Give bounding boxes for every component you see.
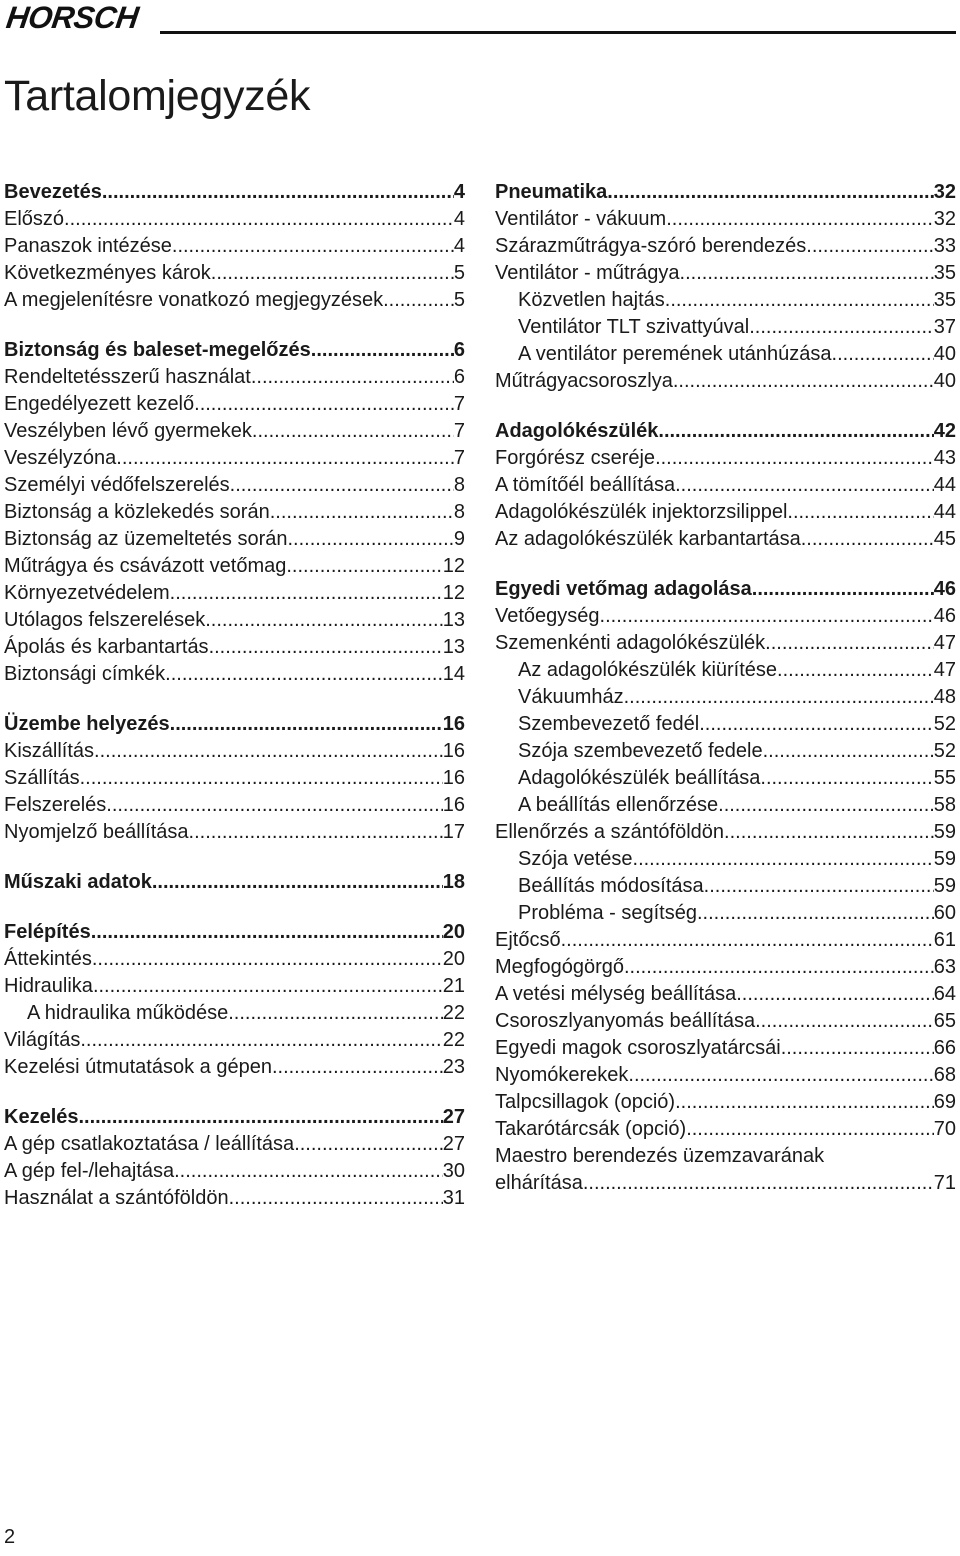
toc-entry[interactable] — [495, 1008, 956, 1035]
toc-entry[interactable] — [4, 1027, 465, 1054]
toc-entry-title: Kezelés — [4, 1106, 79, 1128]
toc-entry[interactable] — [495, 1035, 956, 1062]
toc-dot-leader — [561, 927, 934, 954]
toc-entry[interactable] — [4, 1131, 465, 1158]
toc-entry-page: 64 — [933, 983, 956, 1005]
toc-entry[interactable] — [495, 630, 956, 657]
toc-dot-leader — [170, 580, 443, 607]
toc-entry-title: Ventilátor TLT szivattyúval — [518, 316, 750, 338]
toc-entry[interactable] — [4, 499, 465, 526]
toc-entry-page: 59 — [933, 821, 956, 843]
toc-section-heading[interactable] — [4, 337, 465, 364]
header-rule — [160, 31, 956, 34]
toc-dot-leader — [294, 1131, 443, 1158]
toc-entry-title: Maestro berendezés üzemzavarának — [495, 1145, 825, 1167]
toc-entry[interactable] — [4, 607, 465, 634]
toc-entry[interactable] — [4, 661, 465, 688]
toc-entry[interactable] — [4, 973, 465, 1000]
toc-entry-page: 4 — [453, 208, 465, 230]
toc-entry-page: 37 — [933, 316, 956, 338]
toc-entry-title: Pneumatika — [495, 181, 608, 203]
toc-entry-page: 69 — [933, 1091, 956, 1113]
toc-dot-leader — [80, 1027, 442, 1054]
toc-entry-page: 16 — [442, 740, 465, 762]
toc-entry-page: 27 — [442, 1106, 465, 1128]
toc-dot-leader — [655, 445, 934, 472]
toc-entry-title: Előszó — [4, 208, 65, 230]
toc-entry-title: Csoroszlyanyomás beállítása — [495, 1010, 756, 1032]
toc-entry-page: 40 — [933, 343, 956, 365]
toc-entry-page: 12 — [442, 582, 465, 604]
toc-entry[interactable] — [495, 1062, 956, 1089]
toc-entry-title: Vákuumház — [518, 686, 624, 708]
toc-dot-leader — [704, 873, 934, 900]
toc-entry-title: Talpcsillagok (opció) — [495, 1091, 676, 1113]
toc-dot-leader — [718, 792, 934, 819]
toc-section-heading[interactable] — [4, 179, 465, 206]
toc-entry[interactable] — [495, 873, 956, 900]
toc-dot-leader — [102, 179, 454, 206]
toc-entry[interactable] — [495, 927, 956, 954]
toc-entry[interactable] — [495, 1116, 956, 1143]
toc-entry-page: 30 — [442, 1160, 465, 1182]
toc-entry-page: 16 — [442, 767, 465, 789]
toc-entry-page: 43 — [933, 447, 956, 469]
toc-entry-title: Biztonság és baleset-megelőzés — [4, 339, 311, 361]
toc-dot-leader — [91, 919, 443, 946]
toc-entry-page: 32 — [933, 181, 956, 203]
toc-entry[interactable] — [495, 341, 956, 368]
toc-dot-leader — [286, 553, 442, 580]
toc-dot-leader — [760, 765, 933, 792]
toc-entry[interactable] — [495, 954, 956, 981]
toc-entry-title: A hidraulika működése — [27, 1002, 229, 1024]
toc-dot-leader — [724, 819, 934, 846]
toc-dot-leader — [765, 630, 934, 657]
toc-entry[interactable] — [4, 946, 465, 973]
toc-dot-leader — [228, 1000, 443, 1027]
toc-entry[interactable] — [4, 364, 465, 391]
toc-entry-page: 16 — [442, 713, 465, 735]
toc-dot-leader — [686, 1116, 934, 1143]
toc-entry-page: 32 — [933, 208, 956, 230]
toc-entry[interactable] — [4, 1054, 465, 1081]
toc-entry-title: Szója szembevezető fedele — [518, 740, 763, 762]
toc-entry[interactable] — [495, 287, 956, 314]
toc-dot-leader — [251, 364, 454, 391]
toc-entry-title: Használat a szántóföldön — [4, 1187, 229, 1209]
toc-entry-page: 59 — [933, 875, 956, 897]
toc-section-heading[interactable] — [4, 1104, 465, 1131]
toc-entry-page: 12 — [442, 555, 465, 577]
toc-entry-page: 68 — [933, 1064, 956, 1086]
toc-entry-page: 35 — [933, 289, 956, 311]
toc-entry-page: 20 — [442, 921, 465, 943]
toc-entry-page: 6 — [453, 366, 465, 388]
toc-dot-leader — [230, 472, 454, 499]
toc-dot-leader — [288, 526, 454, 553]
toc-entry[interactable] — [4, 738, 465, 765]
toc-entry[interactable] — [4, 765, 465, 792]
toc-entry-page: 45 — [933, 528, 956, 550]
toc-entry-title: Utólagos felszerelések — [4, 609, 206, 631]
toc-section-heading[interactable] — [495, 576, 956, 603]
toc-entry-page: 22 — [442, 1029, 465, 1051]
toc-entry[interactable] — [495, 846, 956, 873]
toc-entry-page: 48 — [933, 686, 956, 708]
toc-entry-page: 46 — [933, 605, 956, 627]
toc-entry-page: 66 — [933, 1037, 956, 1059]
toc-entry-title: A vetési mélység beállítása — [495, 983, 737, 1005]
toc-entry-page: 27 — [442, 1133, 465, 1155]
toc-entry[interactable] — [4, 634, 465, 661]
toc-entry[interactable] — [495, 233, 956, 260]
toc-entry-title: Áttekintés — [4, 948, 92, 970]
toc-dot-leader — [152, 869, 443, 896]
toc-entry-title: Veszélyzóna — [4, 447, 117, 469]
toc-entry[interactable] — [495, 499, 956, 526]
toc-entry-title: A tömítőél beállítása — [495, 474, 676, 496]
page-number: 2 — [4, 1526, 16, 1548]
toc-entry-title: Beállítás módosítása — [518, 875, 704, 897]
toc-entry[interactable] — [495, 526, 956, 553]
toc-entry[interactable] — [495, 738, 956, 765]
page-title: Tartalomjegyzék — [4, 72, 311, 120]
toc-dot-leader — [675, 1089, 934, 1116]
toc-entry[interactable] — [4, 287, 465, 314]
toc-dot-leader — [806, 233, 933, 260]
toc-section-heading[interactable] — [495, 418, 956, 445]
toc-entry[interactable] — [4, 391, 465, 418]
toc-entry[interactable] — [495, 900, 956, 927]
toc-entry-page: 7 — [453, 393, 465, 415]
toc-dot-leader — [229, 1185, 443, 1212]
toc-entry[interactable] — [4, 1000, 465, 1027]
toc-section-heading[interactable] — [4, 711, 465, 738]
toc-entry-page: 21 — [442, 975, 465, 997]
toc-dot-leader — [736, 981, 934, 1008]
toc-section-heading[interactable] — [4, 919, 465, 946]
toc-entry[interactable] — [4, 1158, 465, 1185]
toc-entry-title: Adagolókészülék beállítása — [518, 767, 761, 789]
toc-entry-page: 7 — [453, 447, 465, 469]
toc-dot-leader — [673, 368, 934, 395]
toc-dot-leader — [583, 1170, 934, 1197]
toc-entry-page: 31 — [442, 1187, 465, 1209]
toc-dot-leader — [675, 472, 934, 499]
toc-dot-leader — [165, 661, 443, 688]
toc-entry-title: Szemenkénti adagolókészülék — [495, 632, 766, 654]
toc-entry-title: elhárítása — [495, 1172, 583, 1194]
toc-entry-page: 59 — [933, 848, 956, 870]
toc-entry[interactable] — [495, 819, 956, 846]
toc-entry-page: 33 — [933, 235, 956, 257]
toc-dot-leader — [64, 206, 454, 233]
toc-entry[interactable] — [495, 260, 956, 287]
toc-entry[interactable] — [4, 233, 465, 260]
toc-entry-title: Adagolókészülék injektorzsilippel — [495, 501, 788, 523]
toc-entry-title: Szállítás — [4, 767, 80, 789]
toc-dot-leader — [666, 206, 934, 233]
toc-dot-leader — [383, 287, 454, 314]
toc-entry-title: Egyedi magok csoroszlyatárcsái — [495, 1037, 781, 1059]
toc-entry-page: 58 — [933, 794, 956, 816]
toc-entry-title: Üzembe helyezés — [4, 713, 170, 735]
toc-dot-leader — [624, 954, 934, 981]
toc-dot-leader — [270, 499, 454, 526]
toc-entry-page: 52 — [933, 713, 956, 735]
toc-entry-page: 16 — [442, 794, 465, 816]
toc-entry[interactable] — [495, 445, 956, 472]
toc-entry-title: A gép fel-/lehajtása — [4, 1160, 175, 1182]
toc-dot-leader — [755, 1008, 934, 1035]
toc-entry-page: 22 — [442, 1002, 465, 1024]
toc-entry-page: 20 — [442, 948, 465, 970]
toc-entry-title: Személyi védőfelszerelés — [4, 474, 230, 496]
toc-entry-title: Panaszok intézése — [4, 235, 172, 257]
toc-dot-leader — [699, 711, 934, 738]
toc-entry-page: 23 — [442, 1056, 465, 1078]
toc-entry-page: 9 — [453, 528, 465, 550]
toc-entry[interactable] — [495, 314, 956, 341]
toc-dot-leader — [93, 973, 443, 1000]
toc-entry-page: 5 — [453, 262, 465, 284]
toc-entry-title: Szárazműtrágya-szóró berendezés — [495, 235, 807, 257]
toc-entry-title: Szója vetése — [518, 848, 633, 870]
toc-entry-page: 5 — [453, 289, 465, 311]
toc-entry[interactable] — [495, 684, 956, 711]
toc-dot-leader — [94, 738, 443, 765]
toc-entry-title: Felszerelés — [4, 794, 107, 816]
toc-entry-page: 35 — [933, 262, 956, 284]
toc-entry-page: 14 — [442, 663, 465, 685]
toc-entry-page: 52 — [933, 740, 956, 762]
toc-dot-leader — [633, 846, 934, 873]
toc-dot-leader — [607, 179, 933, 206]
toc-entry-page: 55 — [933, 767, 956, 789]
toc-entry-page: 8 — [453, 474, 465, 496]
toc-entry-page: 8 — [453, 501, 465, 523]
toc-dot-leader — [658, 418, 933, 445]
toc-entry-title: Világítás — [4, 1029, 81, 1051]
toc-entry[interactable] — [495, 981, 956, 1008]
toc-dot-leader — [787, 499, 933, 526]
toc-entry-page: 61 — [933, 929, 956, 951]
toc-entry-title: Vetőegység — [495, 605, 600, 627]
toc-entry-title: Egyedi vetőmag adagolása — [495, 578, 752, 600]
toc-entry-page: 17 — [442, 821, 465, 843]
horsch-logo: HORSCH — [4, 0, 141, 35]
toc-entry[interactable] — [495, 603, 956, 630]
toc-entry-page: 13 — [442, 636, 465, 658]
toc-entry[interactable] — [495, 472, 956, 499]
toc-entry-page: 44 — [933, 474, 956, 496]
toc-entry-page: 47 — [933, 632, 956, 654]
toc-entry[interactable] — [4, 526, 465, 553]
toc-entry-title: A beállítás ellenőrzése — [518, 794, 719, 816]
toc-entry-page: 65 — [933, 1010, 956, 1032]
toc-dot-leader — [832, 341, 934, 368]
toc-entry-title: Ventilátor - műtrágya — [495, 262, 680, 284]
toc-dot-leader — [205, 607, 443, 634]
toc-entry-title: Ejtőcső — [495, 929, 561, 951]
toc-entry-title: Megfogógörgő — [495, 956, 624, 978]
toc-entry-wrapped-line1[interactable] — [495, 1143, 956, 1170]
toc-entry-title: Következményes károk — [4, 262, 211, 284]
toc-entry[interactable] — [495, 792, 956, 819]
toc-entry-title: Az adagolókészülék kiürítése — [518, 659, 778, 681]
toc-entry-page: 4 — [453, 181, 465, 203]
toc-entry-page: 70 — [933, 1118, 956, 1140]
toc-entry-page: 18 — [442, 871, 465, 893]
toc-entry[interactable] — [495, 1089, 956, 1116]
toc-entry-title: Bevezetés — [4, 181, 102, 203]
toc-entry[interactable] — [4, 472, 465, 499]
toc-entry-title: Ápolás és karbantartás — [4, 636, 209, 658]
toc-entry-title: Hidraulika — [4, 975, 93, 997]
toc-dot-leader — [170, 711, 443, 738]
toc-entry-title: Adagolókészülék — [495, 420, 659, 442]
toc-entry-page: 42 — [933, 420, 956, 442]
toc-entry-title: Környezetvédelem — [4, 582, 170, 604]
toc-entry-title: A ventilátor peremének utánhúzása — [518, 343, 832, 365]
toc-dot-leader — [781, 1035, 934, 1062]
toc-entry-page: 63 — [933, 956, 956, 978]
toc-entry-page: 13 — [442, 609, 465, 631]
toc-entry[interactable] — [4, 260, 465, 287]
toc-entry[interactable] — [495, 206, 956, 233]
toc-dot-leader — [763, 738, 934, 765]
toc-dot-leader — [211, 260, 454, 287]
toc-entry-title: Biztonság a közlekedés során — [4, 501, 270, 523]
toc-entry[interactable] — [4, 580, 465, 607]
toc-dot-leader — [209, 634, 443, 661]
toc-entry-page: 7 — [453, 420, 465, 442]
toc-entry-page: 6 — [453, 339, 465, 361]
toc-entry-page: 71 — [933, 1172, 956, 1194]
toc-entry[interactable] — [4, 418, 465, 445]
toc-entry-title: Műtrágya és csávázott vetőmag — [4, 555, 287, 577]
toc-section-heading[interactable] — [495, 179, 956, 206]
toc-entry-title: Biztonsági címkék — [4, 663, 166, 685]
toc-dot-leader — [697, 900, 934, 927]
toc-dot-leader — [106, 792, 442, 819]
toc-entry-title: Takarótárcsák (opció) — [495, 1118, 687, 1140]
toc-entry[interactable] — [495, 657, 956, 684]
toc-left-column — [4, 179, 465, 1212]
toc-dot-leader — [600, 603, 934, 630]
toc-entry[interactable] — [4, 792, 465, 819]
toc-dot-leader — [801, 526, 934, 553]
toc-entry-title: Biztonság az üzemeltetés során — [4, 528, 288, 550]
toc-entry-title: Veszélyben lévő gyermekek — [4, 420, 252, 442]
toc-entry-title: A gép csatlakoztatása / leállítása — [4, 1133, 295, 1155]
toc-dot-leader — [172, 233, 454, 260]
toc-dot-leader — [749, 314, 934, 341]
toc-dot-leader — [777, 657, 934, 684]
toc-entry[interactable] — [495, 368, 956, 395]
toc-entry-page: 60 — [933, 902, 956, 924]
toc-entry-page: 44 — [933, 501, 956, 523]
toc-entry-title: Ellenőrzés a szántóföldön — [495, 821, 725, 843]
toc-entry-title: Nyomókerekek — [495, 1064, 629, 1086]
toc-entry[interactable] — [4, 819, 465, 846]
toc-dot-leader — [80, 765, 443, 792]
toc-dot-leader — [252, 418, 454, 445]
toc-entry-page: 4 — [453, 235, 465, 257]
toc-dot-leader — [194, 391, 454, 418]
toc-entry-title: Kiszállítás — [4, 740, 95, 762]
toc-dot-leader — [752, 576, 934, 603]
toc-entry[interactable] — [4, 445, 465, 472]
toc-entry-page: 47 — [933, 659, 956, 681]
toc-dot-leader — [174, 1158, 443, 1185]
toc-dot-leader — [624, 684, 934, 711]
toc-dot-leader — [92, 946, 443, 973]
toc-right-column — [495, 179, 956, 1197]
toc-entry-title: Ventilátor - vákuum — [495, 208, 667, 230]
toc-entry[interactable] — [4, 1185, 465, 1212]
toc-entry-title: Rendeltetésszerű használat — [4, 366, 251, 388]
toc-dot-leader — [116, 445, 454, 472]
toc-entry[interactable] — [4, 553, 465, 580]
toc-entry[interactable] — [495, 765, 956, 792]
toc-dot-leader — [628, 1062, 933, 1089]
toc-entry-page: 46 — [933, 578, 956, 600]
toc-entry-title: Nyomjelző beállítása — [4, 821, 189, 843]
toc-entry-title: Forgórész cseréje — [495, 447, 656, 469]
toc-dot-leader — [311, 337, 454, 364]
toc-section-heading[interactable] — [4, 869, 465, 896]
toc-entry-title: Szembevezető fedél — [518, 713, 700, 735]
toc-dot-leader — [79, 1104, 443, 1131]
toc-entry-title: A megjelenítésre vonatkozó megjegyzések — [4, 289, 384, 311]
toc-dot-leader — [189, 819, 443, 846]
toc-entry-title: Műszaki adatok — [4, 871, 152, 893]
toc-dot-leader — [272, 1054, 443, 1081]
toc-entry-title: Probléma - segítség — [518, 902, 697, 924]
toc-entry-title: Engedélyezett kezelő — [4, 393, 195, 415]
toc-dot-leader — [680, 260, 934, 287]
toc-entry-title: Közvetlen hajtás — [518, 289, 665, 311]
toc-entry[interactable] — [495, 711, 956, 738]
toc-entry-wrapped-line2[interactable] — [495, 1170, 956, 1197]
toc-entry[interactable] — [4, 206, 465, 233]
toc-dot-leader — [665, 287, 934, 314]
toc-entry-title: Felépítés — [4, 921, 91, 943]
toc-entry-title: Kezelési útmutatások a gépen — [4, 1056, 272, 1078]
toc-entry-title: Az adagolókészülék karbantartása — [495, 528, 801, 550]
toc-entry-page: 40 — [933, 370, 956, 392]
toc-entry-title: Műtrágyacsoroszlya — [495, 370, 673, 392]
